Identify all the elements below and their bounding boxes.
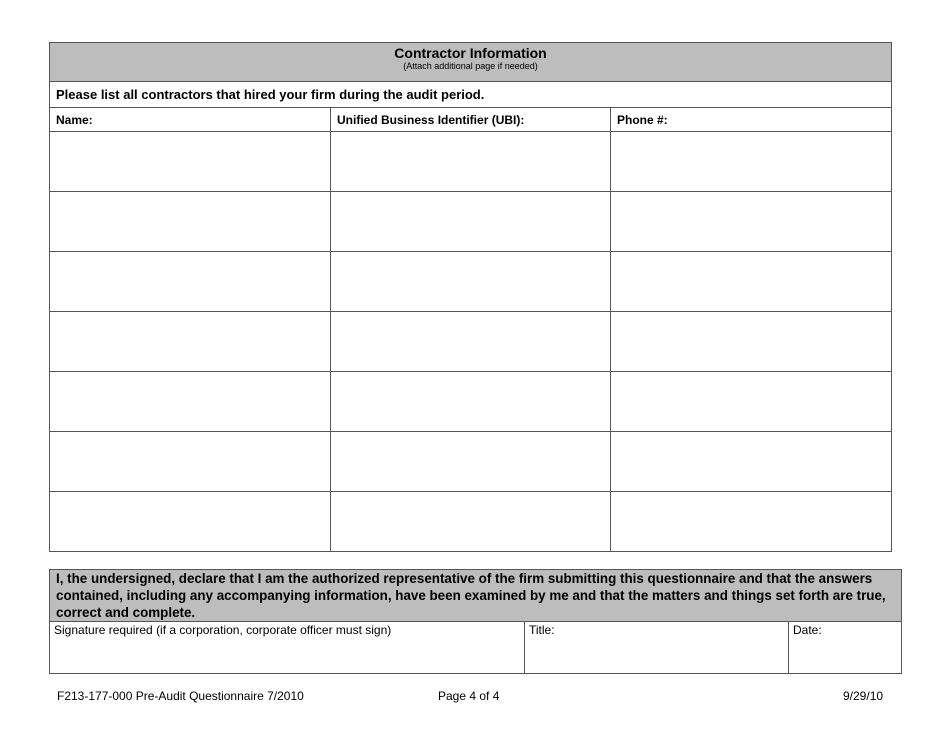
cell-ubi[interactable] <box>331 372 611 432</box>
cell-ubi[interactable] <box>331 252 611 312</box>
cell-ubi[interactable] <box>331 192 611 252</box>
contractor-header <box>50 43 892 82</box>
cell-phone[interactable] <box>611 432 892 492</box>
signature-label: Signature required (if a corporation, corporate officer must sign) <box>54 623 392 637</box>
section-subtitle: (Attach additional page if needed) <box>403 61 538 71</box>
cell-name[interactable] <box>50 372 331 432</box>
cell-phone[interactable] <box>611 192 892 252</box>
table-row <box>50 492 892 552</box>
declaration-table <box>49 569 902 674</box>
cell-ubi[interactable] <box>331 132 611 192</box>
cell-phone[interactable] <box>611 132 892 192</box>
table-row <box>50 132 892 192</box>
cell-name[interactable] <box>50 492 331 552</box>
contractor-table <box>49 42 892 552</box>
page-number: Page 4 of 4 <box>438 689 500 703</box>
instruction-text: Please list all contractors that hired your firm during the audit period. <box>50 82 892 108</box>
cell-phone[interactable] <box>611 492 892 552</box>
column-header-name: Name: <box>50 108 331 132</box>
cell-phone[interactable] <box>611 252 892 312</box>
footer-date: 9/29/10 <box>843 689 884 703</box>
cell-ubi[interactable] <box>331 312 611 372</box>
cell-name[interactable] <box>50 132 331 192</box>
date-label: Date: <box>793 623 822 637</box>
table-row <box>50 192 892 252</box>
declaration-text: I, the undersigned, declare that I am the authorized representative of the firm submitting this questionnaire and that the answers contained, including any accompanying information, have been examined by me and that the matters and things set forth are true, correct and complete. <box>50 570 902 622</box>
cell-name[interactable] <box>50 192 331 252</box>
form-id: F213-177-000 Pre-Audit Questionnaire 7/2010 <box>57 689 304 703</box>
title-field[interactable] <box>525 622 789 674</box>
column-header-phone: Phone #: <box>611 108 892 132</box>
cell-name[interactable] <box>50 252 331 312</box>
cell-ubi[interactable] <box>331 492 611 552</box>
table-row <box>50 432 892 492</box>
cell-phone[interactable] <box>611 372 892 432</box>
cell-name[interactable] <box>50 312 331 372</box>
table-row <box>50 252 892 312</box>
date-field[interactable] <box>789 622 902 674</box>
section-title: Contractor Information <box>394 45 547 61</box>
cell-phone[interactable] <box>611 312 892 372</box>
signature-field[interactable] <box>50 622 525 674</box>
column-header-ubi: Unified Business Identifier (UBI): <box>331 108 611 132</box>
table-row <box>50 312 892 372</box>
cell-ubi[interactable] <box>331 432 611 492</box>
cell-name[interactable] <box>50 432 331 492</box>
title-label: Title: <box>529 623 555 637</box>
table-row <box>50 372 892 432</box>
